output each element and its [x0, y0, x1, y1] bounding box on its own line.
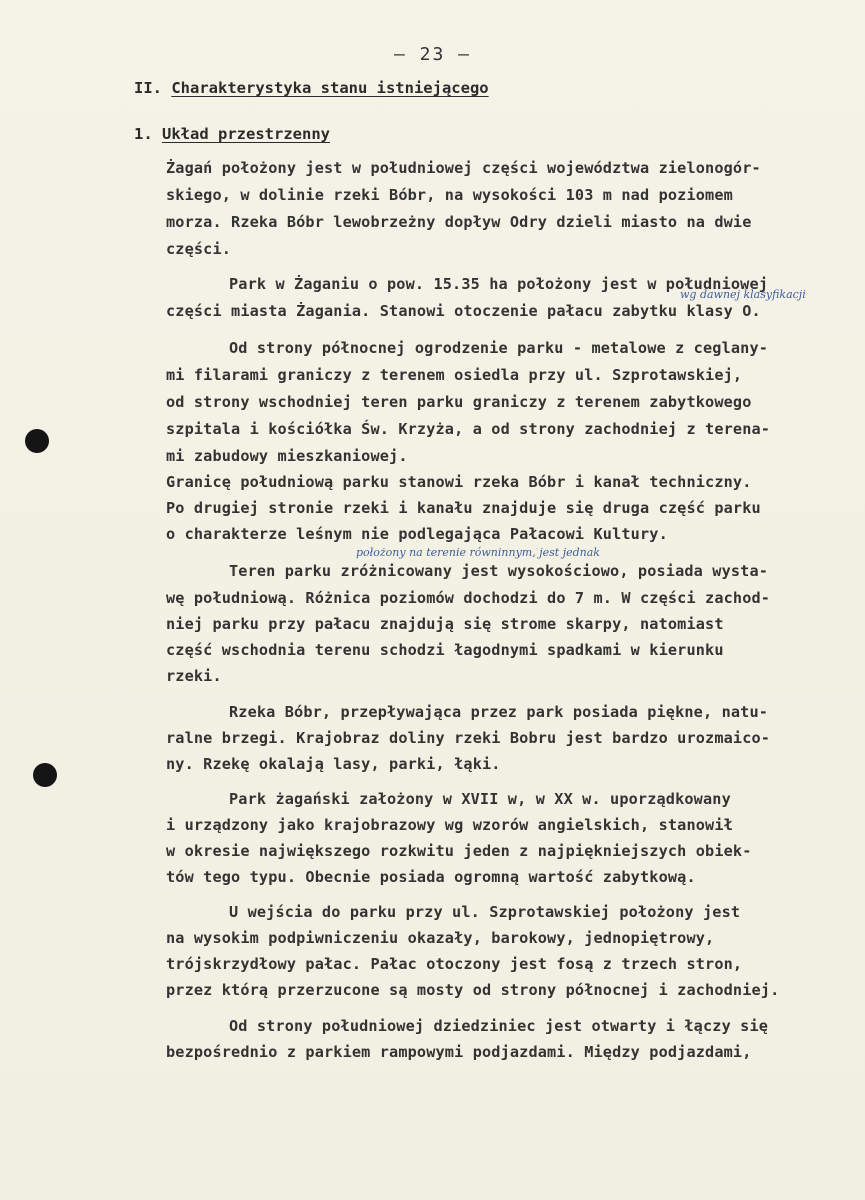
- body-line: tów tego typu. Obecnie posiada ogromną wartość zabytkową.: [166, 868, 696, 886]
- body-line: skiego, w dolinie rzeki Bóbr, na wysokości 103 m nad poziomem: [166, 186, 733, 204]
- body-line: Granicę południową parku stanowi rzeka Bóbr i kanał techniczny.: [166, 473, 752, 491]
- body-line: rzeki.: [166, 667, 222, 685]
- handwritten-note: wg dawnej klasyfikacji: [680, 288, 806, 301]
- section-heading-number: II.: [134, 79, 162, 97]
- body-line: Rzeka Bóbr, przepływająca przez park posiada piękne, natu-: [229, 703, 769, 721]
- binder-hole: [25, 429, 49, 453]
- subsection-heading-title: Układ przestrzenny: [162, 125, 330, 143]
- body-line: morza. Rzeka Bóbr lewobrzeżny dopływ Odry dzieli miasto na dwie: [166, 213, 752, 231]
- subsection-heading-number: 1.: [134, 125, 153, 143]
- body-line: Park w Żaganiu o pow. 15.35 ha położony jest w południowej: [229, 275, 769, 293]
- body-line: wę południową. Różnica poziomów dochodzi do 7 m. W części zachod-: [166, 589, 771, 607]
- body-line: części miasta Żagania. Stanowi otoczenie pałacu zabytku klasy O.: [166, 302, 761, 320]
- binder-hole: [33, 763, 57, 787]
- body-line: mi zabudowy mieszkaniowej.: [166, 447, 408, 465]
- handwritten-note: położony na terenie równinnym, jest jednak: [356, 546, 600, 559]
- body-line: niej parku przy pałacu znajdują się strome skarpy, natomiast: [166, 615, 724, 633]
- subsection-heading: [134, 125, 330, 143]
- page-number: — 23 —: [393, 44, 472, 65]
- body-line: od strony wschodniej teren parku graniczy z terenem zabytkowego: [166, 393, 752, 411]
- body-line: Od strony północnej ogrodzenie parku - metalowe z ceglany-: [229, 339, 769, 357]
- body-line: Od strony południowej dziedziniec jest otwarty i łączy się: [229, 1017, 769, 1035]
- body-line: przez którą przerzucone są mosty od strony północnej i zachodniej.: [166, 981, 780, 999]
- body-line: w okresie największego rozkwitu jeden z najpiękniejszych obiek-: [166, 842, 752, 860]
- body-line: szpitala i kościółka Św. Krzyża, a od strony zachodniej z terena-: [166, 420, 771, 438]
- body-line: Teren parku zróżnicowany jest wysokościowo, posiada wysta-: [229, 562, 769, 580]
- body-line: i urządzony jako krajobrazowy wg wzorów angielskich, stanowił: [166, 816, 733, 834]
- body-line: bezpośrednio z parkiem rampowymi podjazdami. Między podjazdami,: [166, 1043, 752, 1061]
- body-line: część wschodnia terenu schodzi łagodnymi spadkami w kierunku: [166, 641, 724, 659]
- body-line: Park żagański założony w XVII w, w XX w. uporządkowany: [229, 790, 731, 808]
- body-line: części.: [166, 240, 232, 258]
- body-line: na wysokim podpiwniczeniu okazały, barokowy, jednopiętrowy,: [166, 929, 715, 947]
- section-heading-title: Charakterystyka stanu istniejącego: [171, 79, 489, 97]
- body-line: o charakterze leśnym nie podlegająca Pałacowi Kultury.: [166, 525, 668, 543]
- body-line: U wejścia do parku przy ul. Szprotawskiej położony jest: [229, 903, 741, 921]
- body-line: Po drugiej stronie rzeki i kanału znajduje się druga część parku: [166, 499, 761, 517]
- section-heading: [134, 79, 489, 97]
- body-line: ralne brzegi. Krajobraz doliny rzeki Bobru jest bardzo urozmaico-: [166, 729, 771, 747]
- body-line: trójskrzydłowy pałac. Pałac otoczony jest fosą z trzech stron,: [166, 955, 743, 973]
- body-line: Żagań położony jest w południowej części województwa zielonogór-: [166, 159, 761, 177]
- body-line: ny. Rzekę okalają lasy, parki, łąki.: [166, 755, 501, 773]
- body-line: mi filarami graniczy z terenem osiedla przy ul. Szprotawskiej,: [166, 366, 743, 384]
